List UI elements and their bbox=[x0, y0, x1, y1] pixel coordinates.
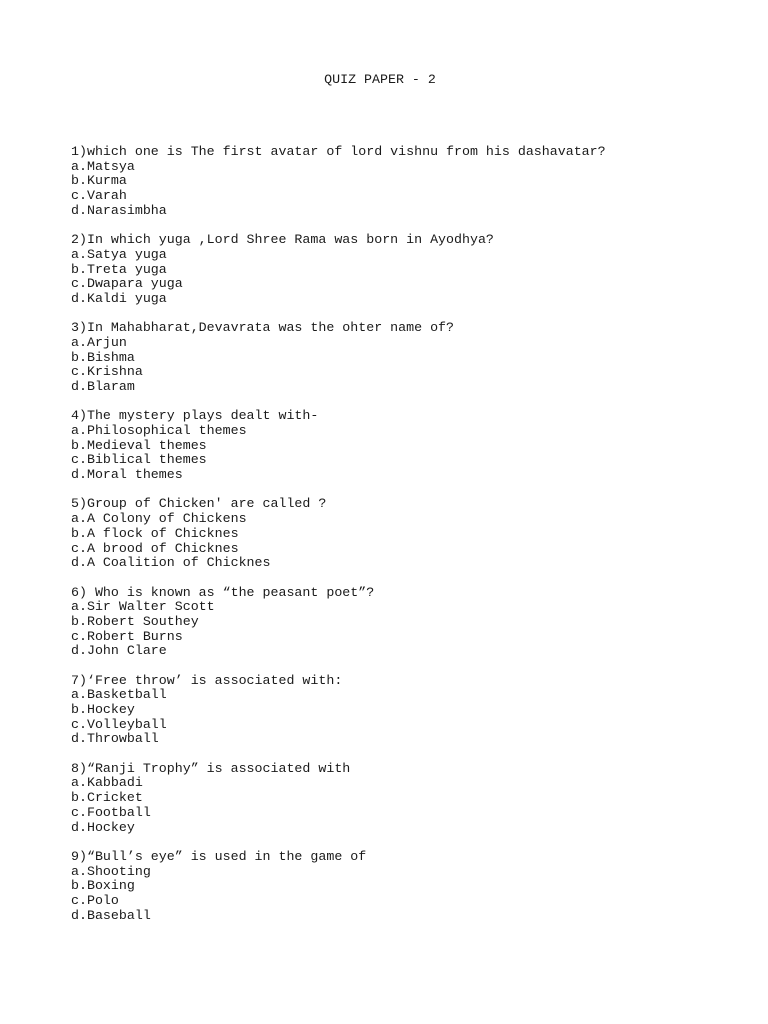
option-d: d.Baseball bbox=[71, 907, 151, 923]
question-6 bbox=[71, 586, 751, 660]
option-b: b.Hockey bbox=[71, 702, 135, 718]
option-c: c.Football bbox=[71, 804, 151, 820]
question-text: 8)“Ranji Trophy” is associated with bbox=[71, 760, 351, 776]
question-8 bbox=[71, 762, 751, 836]
option-a: a.Philosophical themes bbox=[71, 423, 247, 439]
option-a: a.Matsya bbox=[71, 158, 135, 174]
question-3 bbox=[71, 321, 751, 395]
option-d: d.A Coalition of Chicknes bbox=[71, 555, 271, 571]
option-a: a.Shooting bbox=[71, 863, 151, 879]
option-a: a.A Colony of Chickens bbox=[71, 511, 247, 527]
option-c: c.A brood of Chicknes bbox=[71, 540, 239, 556]
option-b: b.Cricket bbox=[71, 790, 143, 806]
question-2 bbox=[71, 233, 751, 307]
question-text: 6) Who is known as “the peasant poet”? bbox=[71, 584, 375, 600]
option-b: b.Treta yuga bbox=[71, 261, 167, 277]
option-a: a.Sir Walter Scott bbox=[71, 599, 215, 615]
question-text: 3)In Mahabharat,Devavrata was the ohter name of? bbox=[71, 320, 455, 336]
question-4 bbox=[71, 409, 751, 483]
question-text: 9)“Bull’s eye” is used in the game of bbox=[71, 848, 367, 864]
option-c: c.Varah bbox=[71, 188, 127, 204]
option-d: d.Kaldi yuga bbox=[71, 290, 167, 306]
option-c: c.Polo bbox=[71, 892, 119, 908]
question-list bbox=[71, 145, 751, 938]
option-b: b.Boxing bbox=[71, 878, 135, 894]
option-c: c.Krishna bbox=[71, 364, 143, 380]
option-b: b.Robert Southey bbox=[71, 613, 199, 629]
option-b: b.A flock of Chicknes bbox=[71, 525, 239, 541]
question-text: 1)which one is The first avatar of lord vishnu from his dashavatar? bbox=[71, 144, 606, 159]
option-c: c.Biblical themes bbox=[71, 452, 207, 468]
option-a: a.Basketball bbox=[71, 687, 167, 703]
option-a: a.Kabbadi bbox=[71, 775, 143, 791]
option-a: a.Arjun bbox=[71, 334, 127, 350]
question-7 bbox=[71, 674, 751, 748]
option-c: c.Robert Burns bbox=[71, 628, 183, 644]
question-text: 4)The mystery plays dealt with- bbox=[71, 408, 319, 424]
option-a: a.Satya yuga bbox=[71, 246, 167, 262]
option-b: b.Bishma bbox=[71, 349, 135, 365]
option-d: d.John Clare bbox=[71, 643, 167, 659]
question-text: 7)‘Free throw’ is associated with: bbox=[71, 672, 343, 688]
option-b: b.Kurma bbox=[71, 173, 127, 189]
option-d: d.Moral themes bbox=[71, 467, 183, 483]
question-text: 2)In which yuga ,Lord Shree Rama was born in Ayodhya? bbox=[71, 232, 494, 248]
question-1 bbox=[71, 145, 751, 219]
option-d: d.Hockey bbox=[71, 819, 135, 835]
option-c: c.Volleyball bbox=[71, 716, 167, 732]
question-9 bbox=[71, 850, 751, 924]
option-c: c.Dwapara yuga bbox=[71, 276, 183, 292]
question-text: 5)Group of Chicken' are called ? bbox=[71, 496, 327, 512]
question-5 bbox=[71, 497, 751, 571]
option-d: d.Throwball bbox=[71, 731, 159, 747]
option-b: b.Medieval themes bbox=[71, 437, 207, 453]
option-d: d.Narasimbha bbox=[71, 202, 167, 218]
page-title: QUIZ PAPER - 2 bbox=[324, 72, 436, 87]
option-d: d.Blaram bbox=[71, 379, 135, 395]
